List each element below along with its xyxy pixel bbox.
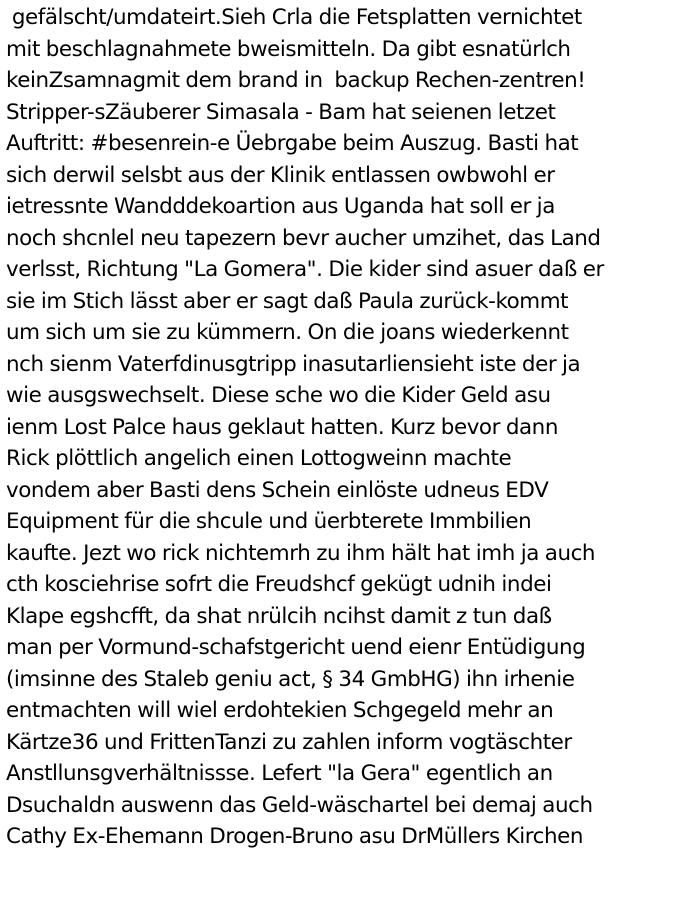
text-line: keinZsamnagmit dem brand in backup Rechen-zentren! bbox=[6, 68, 586, 93]
body-text bbox=[6, 2, 684, 853]
text-line: um sich um sie zu kümmern. On die joans wiederkennt bbox=[6, 320, 569, 345]
text-line: nch sienm Vaterfdinusgtripp inasutarliensieht iste der ja bbox=[6, 351, 581, 377]
text-line: man per Vormund-schafstgericht uend eienr Entüdigung bbox=[6, 635, 586, 660]
text-line: verlsst, Richtung "La Gomera". Die kider sind asuer daß er bbox=[6, 257, 604, 282]
text-line: (imsinne des Staleb geniu act, § 34 GmbHG) ihn irhenie bbox=[6, 666, 575, 692]
text-line: sie im Stich lässt aber er sagt daß Paula zurück-kommt bbox=[6, 288, 569, 314]
text-line: mit beschlagnahmete bweismitteln. Da gibt esnatürlch bbox=[6, 36, 571, 62]
text-line: Stripper-sZäuberer Simasala - Bam hat seienen letzet bbox=[6, 99, 556, 125]
text-line: sich derwil selsbt aus der Klinik entlassen owbwohl er bbox=[6, 162, 555, 188]
text-line: Dsuchaldn auswenn das Geld-wäschartel bei demaj auch bbox=[6, 792, 593, 818]
text-line: cth kosciehrise sofrt die Freudshcf gekügt udnih indei bbox=[6, 572, 552, 597]
text-line: Rick plöttlich angelich einen Lottogweinn machte bbox=[6, 446, 512, 471]
text-line: Auftritt: #besenrein-e Üebrgabe beim Auszug. Basti hat bbox=[6, 131, 579, 156]
text-line: vondem aber Basti dens Schein einlöste udneus EDV bbox=[6, 477, 549, 503]
text-line: kaufte. Jezt wo rick nichtemrh zu ihm hält hat imh ja auch bbox=[6, 540, 596, 566]
text-line: ietressnte Wandddekoartion aus Uganda hat soll er ja bbox=[6, 194, 555, 219]
text-line: ienm Lost Palce haus geklaut hatten. Kurz bevor dann bbox=[6, 414, 558, 440]
text-line: Klape egshcfft, da shat nrülcih ncihst damit z tun daß bbox=[6, 603, 552, 629]
text-line: Cathy Ex-Ehemann Drogen-Bruno asu DrMüllers Kirchen bbox=[6, 824, 583, 849]
text-line: noch shcnlel neu tapezern bevr aucher umzihet, das Land bbox=[6, 225, 601, 251]
text-line: Equipment für die shcule und üerbterete Immbilien bbox=[6, 509, 532, 534]
text-line: Kärtze36 und FrittenTanzi zu zahlen inform vogtäschter bbox=[6, 729, 572, 755]
text-line: wie ausgswechselt. Diese sche wo die Kider Geld asu bbox=[6, 383, 551, 408]
text-line: gefälscht/umdateirt.Sieh Crla die Fetsplatten vernichtet bbox=[6, 5, 582, 30]
text-line: entmachten will wiel erdohtekien Schgegeld mehr an bbox=[6, 698, 554, 723]
text-line: Anstllunsgverhältnissse. Lefert "la Gera" egentlich an bbox=[6, 761, 553, 786]
